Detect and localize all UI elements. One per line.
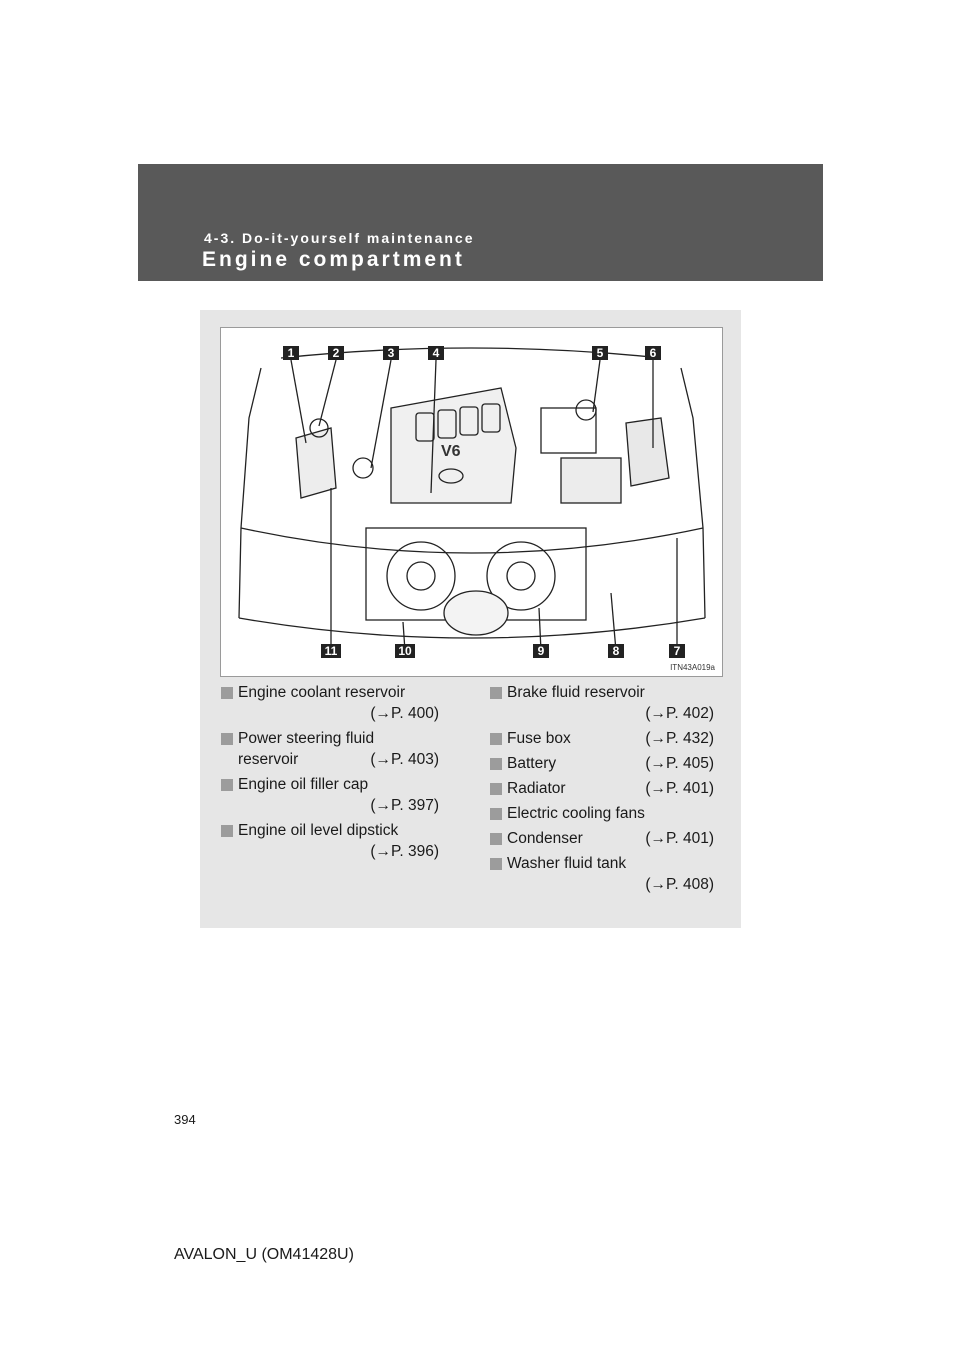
page-ref-link[interactable]: (→P. 408) xyxy=(645,876,714,893)
callout-7: 7 xyxy=(673,644,681,658)
bullet-square-icon xyxy=(490,833,502,845)
legend-item xyxy=(221,774,439,816)
legend-item xyxy=(221,682,439,724)
legend-list-right xyxy=(490,682,714,899)
bullet-square-icon xyxy=(490,858,502,870)
page-ref-link[interactable]: (→P. 405) xyxy=(645,755,714,772)
page-ref-link[interactable]: (→P. 403) xyxy=(370,751,439,768)
item-label: Condenser xyxy=(507,830,583,847)
bullet-square-icon xyxy=(221,825,233,837)
item-label: Battery xyxy=(507,755,557,772)
callout-10: 10 xyxy=(398,644,412,658)
legend-item xyxy=(221,728,439,770)
page-ref-link[interactable]: (→P. 432) xyxy=(645,730,714,747)
callout-8: 8 xyxy=(612,644,620,658)
bullet-square-icon xyxy=(490,808,502,820)
callout-3: 3 xyxy=(387,346,395,360)
page-number: 394 xyxy=(174,1112,196,1127)
bullet-square-icon xyxy=(490,783,502,795)
bullet-square-icon xyxy=(490,758,502,770)
bullet-square-icon xyxy=(221,687,233,699)
bullet-square-icon xyxy=(490,733,502,745)
legend-item xyxy=(490,682,714,724)
legend-item xyxy=(490,728,714,749)
callout-5: 5 xyxy=(596,346,604,360)
chapter-header xyxy=(138,164,823,281)
item-label: Brake fluid reservoir xyxy=(507,684,645,701)
callout-6: 6 xyxy=(649,346,657,360)
legend-list-left xyxy=(221,682,439,866)
content-panel xyxy=(200,310,741,928)
v6-emblem: V6 xyxy=(441,443,461,460)
item-label-line2: reservoir xyxy=(238,751,299,768)
legend-item xyxy=(490,853,714,895)
page-ref-link[interactable]: (→P. 401) xyxy=(645,830,714,847)
page-ref-link[interactable]: (→P. 401) xyxy=(645,780,714,797)
item-label: Fuse box xyxy=(507,730,571,747)
bullet-square-icon xyxy=(490,687,502,699)
callout-11: 11 xyxy=(324,644,338,658)
legend-item xyxy=(490,778,714,799)
legend-item xyxy=(490,753,714,774)
item-label: Radiator xyxy=(507,780,566,797)
page-ref-link[interactable]: (→P. 396) xyxy=(370,843,439,860)
item-label: Power steering fluid xyxy=(238,730,375,747)
legend-item xyxy=(221,820,439,862)
page-ref-link[interactable]: (→P. 402) xyxy=(645,705,714,722)
callout-9: 9 xyxy=(537,644,545,658)
engine-compartment-drawing xyxy=(221,328,722,676)
bullet-square-icon xyxy=(221,779,233,791)
page-ref-link[interactable]: (→P. 400) xyxy=(370,705,439,722)
item-label: Washer fluid tank xyxy=(507,855,627,872)
item-label: Engine coolant reservoir xyxy=(238,684,406,701)
item-label: Electric cooling fans xyxy=(507,805,645,822)
page-title: Engine compartment xyxy=(202,248,465,271)
footer-model-code: AVALON_U (OM41428U) xyxy=(174,1246,354,1263)
section-title: 4-3. Do-it-yourself maintenance xyxy=(204,230,475,246)
callout-2: 2 xyxy=(332,346,340,360)
legend-item xyxy=(490,828,714,849)
figure-code: ITN43A019a xyxy=(670,663,715,672)
engine-illustration xyxy=(220,327,723,677)
callout-4: 4 xyxy=(432,346,440,360)
page-ref-link[interactable]: (→P. 397) xyxy=(370,797,439,814)
bullet-square-icon xyxy=(221,733,233,745)
item-label: Engine oil level dipstick xyxy=(238,822,399,839)
item-label: Engine oil filler cap xyxy=(238,776,369,793)
callout-1: 1 xyxy=(287,346,295,360)
legend-item xyxy=(490,803,714,824)
